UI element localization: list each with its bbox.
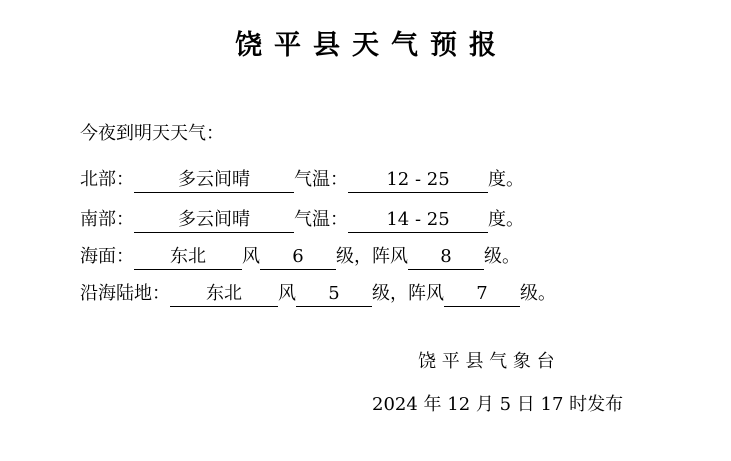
sea-end: 级。 <box>484 246 520 267</box>
south-temp-label: 气温： <box>294 209 348 230</box>
north-temperature: 12 - 25 <box>348 169 488 193</box>
sea-gust-level: 8 <box>408 246 484 270</box>
south-forecast-line <box>80 208 524 233</box>
sea-wind-label: 风 <box>242 246 260 267</box>
coast-forecast-line <box>80 282 556 307</box>
coast-gust-level: 7 <box>444 283 520 307</box>
coast-wind-level: 5 <box>296 283 372 307</box>
north-temp-label: 气温： <box>294 169 348 190</box>
sea-wind-direction: 东北 <box>134 246 242 270</box>
south-unit: 度。 <box>488 209 524 230</box>
south-label: 南部： <box>80 209 134 230</box>
coast-gust-label: 级，阵风 <box>372 283 444 304</box>
sea-wind-level: 6 <box>260 246 336 270</box>
north-label: 北部： <box>80 169 134 190</box>
forecast-intro: 今夜到明天天气： <box>80 123 224 144</box>
south-weather: 多云间晴 <box>134 209 294 233</box>
sea-forecast-line <box>80 245 520 270</box>
north-forecast-line <box>80 168 524 193</box>
south-temperature: 14 - 25 <box>348 209 488 233</box>
north-unit: 度。 <box>488 169 524 190</box>
issued-time: 2024 年 12 月 5 日 17 时发布 <box>372 394 624 415</box>
sea-label: 海面： <box>80 246 134 267</box>
coast-wind-label: 风 <box>278 283 296 304</box>
page-title: 饶平县天气预报 <box>235 30 508 61</box>
coast-label: 沿海陆地： <box>80 283 170 304</box>
north-weather: 多云间晴 <box>134 169 294 193</box>
sea-gust-label: 级，阵风 <box>336 246 408 267</box>
coast-wind-direction: 东北 <box>170 283 278 307</box>
issuer-name: 饶 平 县 气 象 台 <box>418 351 555 372</box>
coast-end: 级。 <box>520 283 556 304</box>
